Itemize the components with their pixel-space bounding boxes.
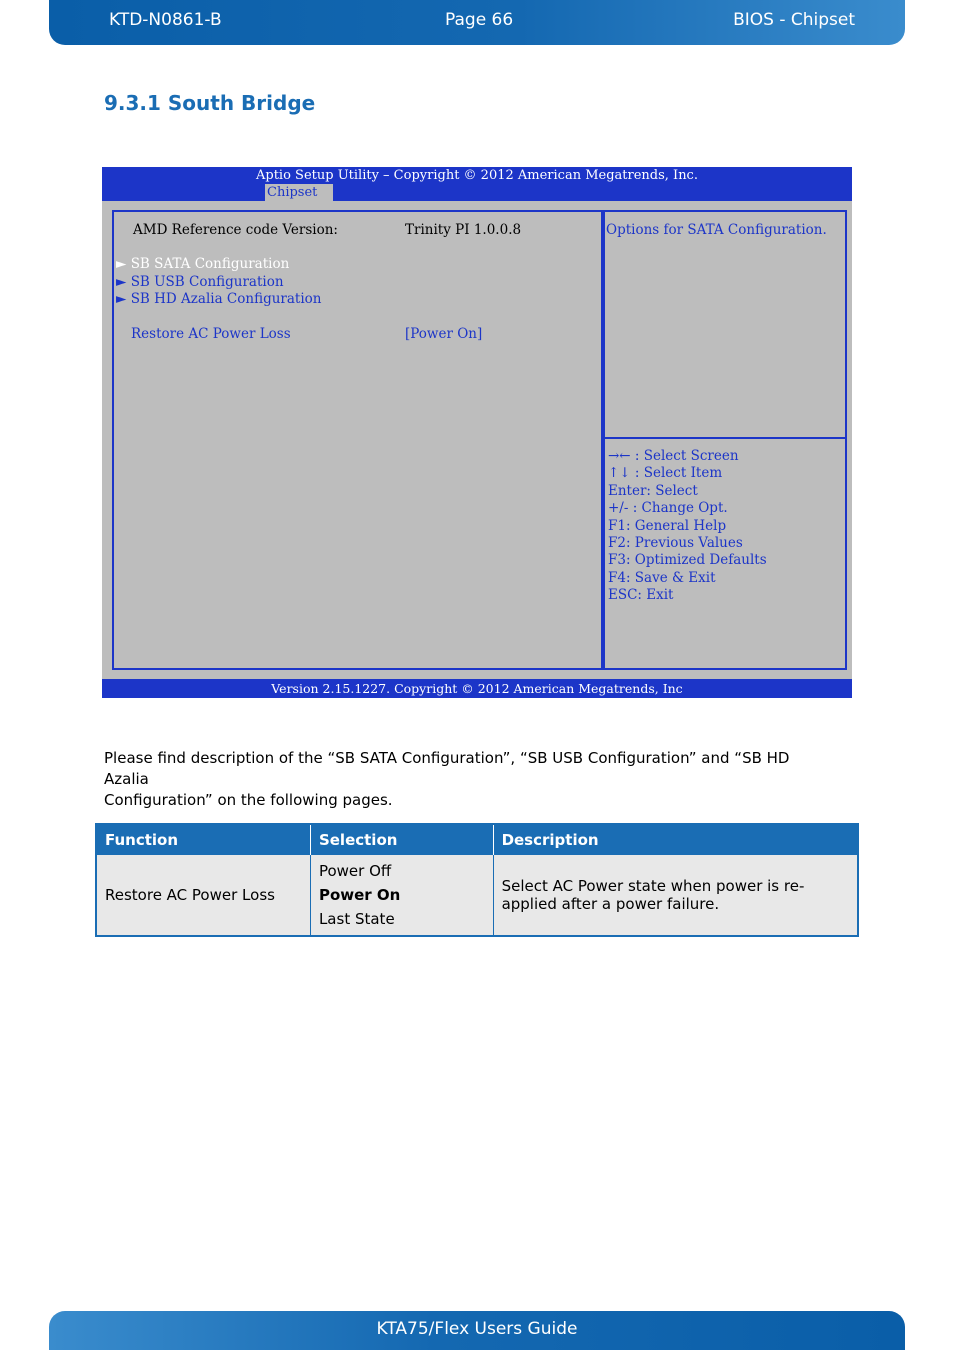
section-name: BIOS - Chipset <box>733 10 855 30</box>
key-optimized-defaults: F3: Optimized Defaults <box>608 552 767 569</box>
key-change-opt: +/- : Change Opt. <box>608 500 728 517</box>
page-header <box>49 0 905 45</box>
menu-item-sb-usb[interactable] <box>116 274 284 290</box>
submenu-arrow-icon: ► <box>116 291 127 307</box>
key-select-screen: →← : Select Screen <box>608 448 739 464</box>
bios-version-bar: Version 2.15.1227. Copyright © 2012 American Megatrends, Inc <box>102 679 852 698</box>
description-paragraph <box>104 748 824 811</box>
key-legend <box>608 448 767 605</box>
menu-item-label: SB HD Azalia Configuration <box>130 291 322 307</box>
key-save-exit: F4: Save & Exit <box>608 569 716 586</box>
submenu-arrow-icon: ► <box>116 256 127 272</box>
bios-help-panel <box>603 210 847 439</box>
table-header-row <box>96 824 858 855</box>
description-line-1: Please find description of the “SB SATA Configuration”, “SB USB Configuration” and “SB HD Azalia <box>104 749 790 788</box>
section-title: 9.3.1 South Bridge <box>104 91 316 115</box>
function-table <box>95 823 859 937</box>
menu-item-label: SB USB Configuration <box>130 274 284 290</box>
doc-id: KTD-N0861-B <box>109 10 222 30</box>
key-esc-exit: ESC: Exit <box>608 587 674 604</box>
option-power-off: Power Off <box>318 862 392 880</box>
ref-code-label: AMD Reference code Version: <box>133 222 338 238</box>
submenu-arrow-icon: ► <box>116 274 127 290</box>
key-select-item: ↑↓ : Select Item <box>608 465 723 482</box>
bios-utility-title: Aptio Setup Utility – Copyright © 2012 American Megatrends, Inc. <box>256 168 698 183</box>
bios-settings-panel <box>112 210 603 670</box>
page-number: Page 66 <box>445 10 514 30</box>
help-text: Options for SATA Configuration. <box>606 222 827 238</box>
bios-body <box>102 201 852 679</box>
table-row <box>96 855 858 936</box>
menu-item-sb-sata[interactable] <box>116 256 289 272</box>
bios-screenshot <box>102 167 852 698</box>
header-selection: Selection <box>310 824 493 855</box>
option-last-state: Last State <box>318 910 395 928</box>
cell-selection <box>310 855 493 936</box>
page-footer: KTA75/Flex Users Guide <box>49 1311 905 1350</box>
key-enter-select: Enter: Select <box>608 482 698 499</box>
key-general-help: F1: General Help <box>608 517 727 534</box>
tab-chipset[interactable]: Chipset <box>265 184 333 201</box>
option-power-on-default: Power On <box>318 886 401 904</box>
ref-code-value: Trinity PI 1.0.0.8 <box>405 222 522 238</box>
key-previous-values: F2: Previous Values <box>608 535 743 552</box>
menu-item-label: SB SATA Configuration <box>130 256 290 272</box>
header-function: Function <box>96 824 310 855</box>
bios-keys-panel <box>603 437 847 670</box>
cell-description: Select AC Power state when power is re-applied after a power failure. <box>493 855 858 936</box>
restore-ac-power-loss-value[interactable]: [Power On] <box>405 326 483 342</box>
bios-title-bar <box>102 167 852 201</box>
description-line-2: Configuration” on the following pages. <box>104 791 393 809</box>
restore-ac-power-loss-label[interactable]: Restore AC Power Loss <box>131 326 291 342</box>
cell-function: Restore AC Power Loss <box>96 855 310 936</box>
menu-item-sb-hd-azalia[interactable] <box>116 291 321 307</box>
header-description: Description <box>493 824 858 855</box>
